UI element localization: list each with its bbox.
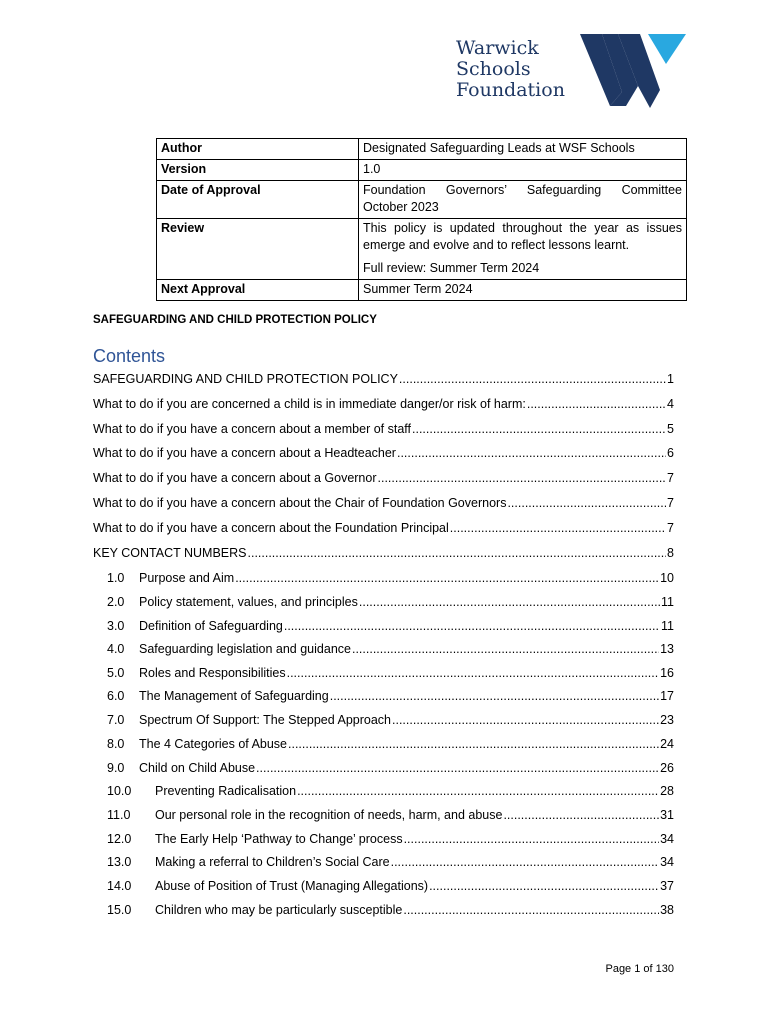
logo-line-3: Foundation — [456, 79, 565, 101]
toc-subentry[interactable] — [93, 571, 674, 585]
table-row — [157, 181, 687, 219]
logo-w-mark-icon — [580, 34, 688, 108]
toc-subentry-label: Safeguarding legislation and guidance — [139, 642, 351, 656]
toc-subentry-label: Child on Child Abuse — [139, 761, 256, 775]
author-label: Author — [157, 139, 359, 160]
toc-subentry-number: 3.0 — [107, 619, 125, 633]
toc-subentry[interactable] — [93, 642, 674, 656]
toc-subentry-number: 12.0 — [107, 832, 132, 846]
toc-subentry[interactable] — [93, 855, 674, 869]
toc-entry[interactable] — [93, 372, 674, 386]
toc-subentry-number: 4.0 — [107, 642, 125, 656]
review-value-line-2: Full review: Summer Term 2024 — [363, 261, 540, 275]
toc-subentry[interactable] — [93, 903, 674, 917]
toc-subentry-label: Spectrum Of Support: The Stepped Approach — [139, 713, 392, 727]
toc-subentry-page: 16 — [660, 666, 674, 680]
logo-wordmark — [456, 38, 565, 101]
toc-subentry-number: 6.0 — [107, 689, 125, 703]
toc-subentry-number: 10.0 — [107, 784, 132, 798]
toc-entry-label: What to do if you have a concern about a Governor — [93, 471, 377, 485]
author-value: Designated Safeguarding Leads at WSF Schools — [359, 139, 687, 160]
toc-subentry-page: 17 — [660, 689, 674, 703]
toc-entry[interactable] — [93, 446, 674, 460]
next-approval-label: Next Approval — [157, 280, 359, 301]
review-label: Review — [157, 219, 359, 280]
toc-entry-page: 4 — [667, 397, 674, 411]
toc-subentry[interactable] — [93, 595, 674, 609]
toc-subentry-page: 24 — [660, 737, 674, 751]
toc-entry-page: 8 — [667, 546, 674, 560]
toc-subentry-label: Roles and Responsibilities — [139, 666, 286, 680]
table-row — [157, 219, 687, 280]
next-approval-value: Summer Term 2024 — [359, 280, 687, 301]
logo-line-2: Schools — [456, 58, 531, 80]
toc-subentry-label: The Early Help ‘Pathway to Change’ process — [155, 832, 403, 846]
toc-subentry[interactable] — [93, 808, 674, 822]
toc-entry[interactable] — [93, 422, 674, 436]
page-number-footer: Page 1 of 130 — [605, 963, 674, 975]
toc-subentry-page: 11 — [661, 595, 674, 609]
toc-subentry-page: 26 — [660, 761, 674, 775]
toc-subentry-label: Making a referral to Children’s Social Care — [155, 855, 390, 869]
toc-entry[interactable] — [93, 546, 674, 560]
toc-subentry[interactable] — [93, 832, 674, 846]
toc-subentry[interactable] — [93, 666, 674, 680]
toc-subentry-number: 11.0 — [107, 808, 131, 822]
toc-subentry-label: Preventing Radicalisation — [155, 784, 297, 798]
toc-entry-label: KEY CONTACT NUMBERS — [93, 546, 247, 560]
review-value — [359, 219, 687, 280]
toc-subentry-number: 8.0 — [107, 737, 125, 751]
toc-subentry[interactable] — [93, 737, 674, 751]
toc-subentry-page: 11 — [661, 619, 674, 633]
toc-entry-label: What to do if you have a concern about a Headteacher — [93, 446, 396, 460]
approval-value-line-2: October 2023 — [363, 200, 439, 214]
toc-subentry-number: 14.0 — [107, 879, 132, 893]
contents-heading: Contents — [93, 346, 166, 366]
toc-entry[interactable] — [93, 471, 674, 485]
toc-subentry-page: 10 — [660, 571, 674, 585]
toc-subentry-number: 15.0 — [107, 903, 132, 917]
policy-title: SAFEGUARDING AND CHILD PROTECTION POLICY — [93, 314, 377, 326]
toc-entry-page: 7 — [667, 521, 674, 535]
toc-subentry-number: 7.0 — [107, 713, 125, 727]
toc-entry-label: What to do if you have a concern about a member of staff — [93, 422, 412, 436]
toc-subentry-number: 1.0 — [107, 571, 125, 585]
toc-subentry[interactable] — [93, 784, 674, 798]
toc-entry-label: SAFEGUARDING AND CHILD PROTECTION POLICY — [93, 372, 398, 386]
toc-entry[interactable] — [93, 397, 674, 411]
toc-entry-page: 5 — [667, 422, 674, 436]
toc-entry[interactable] — [93, 521, 674, 535]
toc-entry-page: 7 — [667, 471, 674, 485]
table-row — [157, 280, 687, 301]
toc-subentry-label: The Management of Safeguarding — [139, 689, 329, 703]
toc-subentry[interactable] — [93, 713, 674, 727]
foundation-logo — [456, 36, 688, 108]
toc-entry[interactable] — [93, 496, 674, 510]
toc-subentry-label: Abuse of Position of Trust (Managing Allegations) — [155, 879, 429, 893]
toc-subentry-label: Policy statement, values, and principles — [139, 595, 358, 609]
approval-label: Date of Approval — [157, 181, 359, 219]
toc-entry-label: What to do if you have a concern about the Foundation Principal — [93, 521, 449, 535]
toc-entry-label: What to do if you are concerned a child is in immediate danger/or risk of harm: — [93, 397, 526, 411]
toc-subentry[interactable] — [93, 689, 674, 703]
toc-subentry-number: 5.0 — [107, 666, 125, 680]
toc-subentry-page: 37 — [660, 879, 674, 893]
toc-subentry[interactable] — [93, 619, 674, 633]
toc-subentry-page: 13 — [660, 642, 674, 656]
toc-subentry-number: 2.0 — [107, 595, 125, 609]
review-value-line-1: This policy is updated throughout the year as issues emerge and evolve and to reflect lessons learnt. — [363, 221, 682, 252]
toc-subentry-page: 34 — [660, 832, 674, 846]
toc-subentry[interactable] — [93, 761, 674, 775]
toc-entry-label: What to do if you have a concern about the Chair of Foundation Governors — [93, 496, 507, 510]
version-label: Version — [157, 160, 359, 181]
document-control-table — [156, 138, 687, 301]
approval-value — [359, 181, 687, 219]
toc-subentry-label: Purpose and Aim — [139, 571, 235, 585]
toc-subentry[interactable] — [93, 879, 674, 893]
toc-subentry-label: The 4 Categories of Abuse — [139, 737, 288, 751]
toc-subentry-page: 23 — [660, 713, 674, 727]
toc-subentry-number: 13.0 — [107, 855, 132, 869]
version-value: 1.0 — [359, 160, 687, 181]
toc-subentry-number: 9.0 — [107, 761, 125, 775]
table-row — [157, 139, 687, 160]
toc-entry-page: 7 — [667, 496, 674, 510]
toc-subentry-label: Definition of Safeguarding — [139, 619, 283, 633]
table-row — [157, 160, 687, 181]
toc-entry-page: 6 — [667, 446, 674, 460]
approval-value-line-1: Foundation Governors’ Safeguarding Committee — [363, 183, 682, 197]
toc-subentry-label: Our personal role in the recognition of needs, harm, and abuse — [155, 808, 503, 822]
toc-subentry-page: 34 — [660, 855, 674, 869]
logo-line-1: Warwick — [456, 37, 539, 59]
toc-subentry-page: 31 — [660, 808, 674, 822]
toc-subentry-label: Children who may be particularly susceptible — [155, 903, 403, 917]
toc-subentry-page: 28 — [660, 784, 674, 798]
toc-entry-page: 1 — [667, 372, 674, 386]
toc-subentry-page: 38 — [660, 903, 674, 917]
